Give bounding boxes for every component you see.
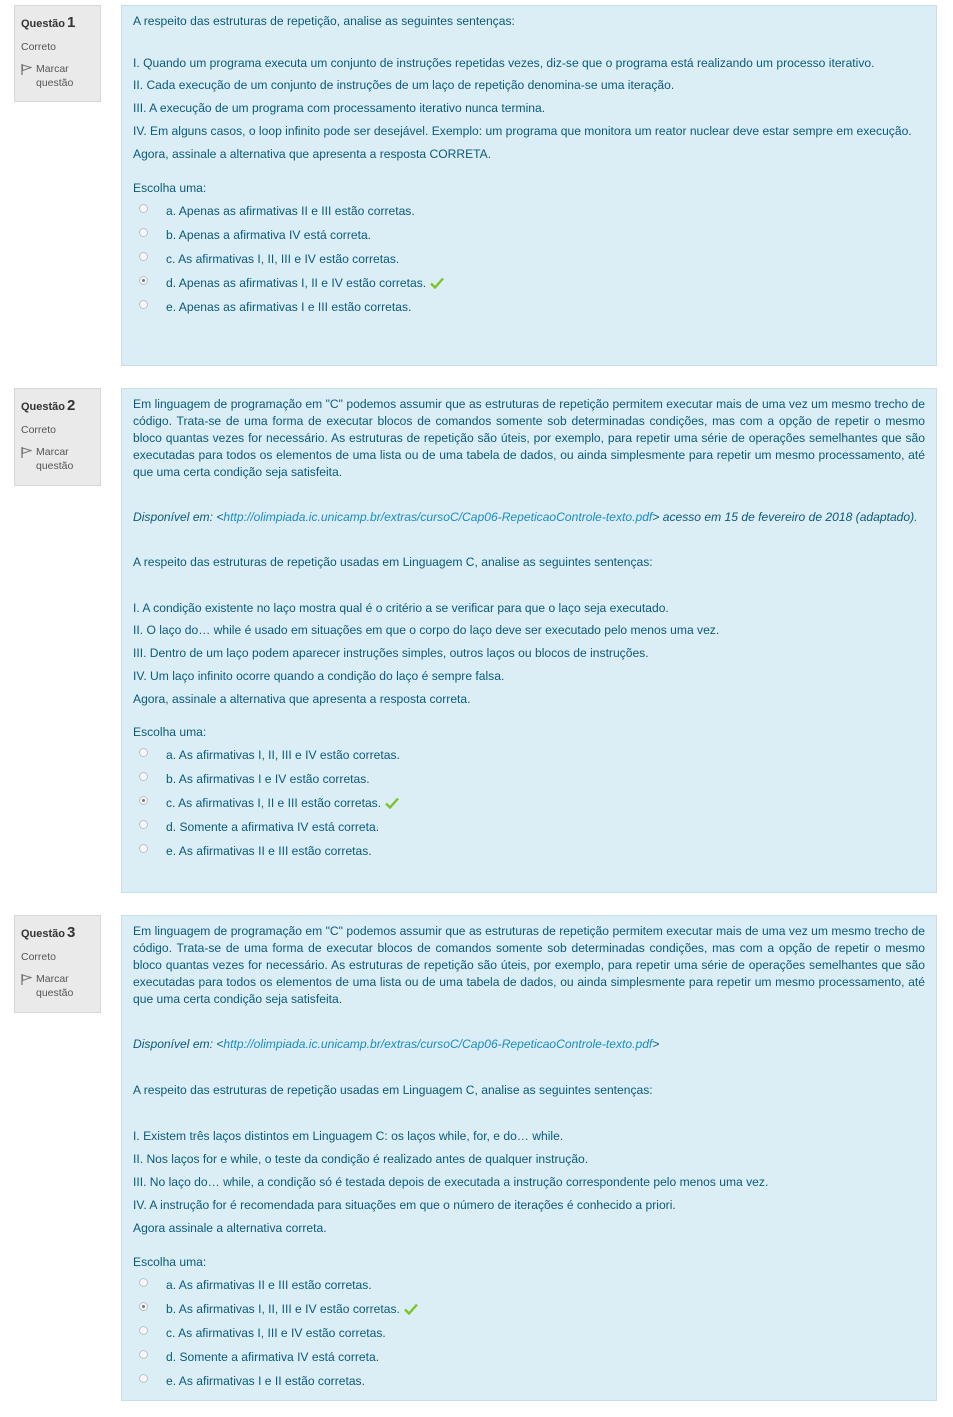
answer-option[interactable]: c. As afirmativas I, II, III e IV estão corretas. bbox=[133, 247, 925, 271]
statement: I. Existem três laços distintos em Linguagem C: os laços while, for, e do… while. bbox=[133, 1129, 564, 1143]
question-content bbox=[121, 388, 937, 893]
radio-button-selected[interactable] bbox=[139, 796, 148, 805]
statement: III. No laço do… while, a condição só é testada depois de executada a instrução correspondente pelo menos uma vez. bbox=[133, 1175, 769, 1189]
choose-label: Escolha uma: bbox=[133, 1255, 207, 1269]
question-intro: A respeito das estruturas de repetição, analise as seguintes sentenças: bbox=[133, 14, 515, 28]
flag-question-button[interactable]: Marcar questão bbox=[21, 445, 94, 473]
radio-button[interactable] bbox=[139, 252, 148, 261]
answer-option[interactable]: d. Somente a afirmativa IV está correta. bbox=[133, 1345, 925, 1369]
flag-icon bbox=[21, 447, 32, 458]
checkmark-icon bbox=[385, 797, 399, 809]
radio-button[interactable] bbox=[139, 1278, 148, 1287]
statement: III. Dentro de um laço podem aparecer instruções simples, outros laços ou blocos de instruções. bbox=[133, 646, 649, 660]
question-context: Em linguagem de programação em "C" podemos assumir que as estruturas de repetição permitem executar mais de uma vez um mesmo trecho de código. Trata-se de uma forma de executar blocos de comandos somente sob determinadas condições, mas com a opção de repetir o mesmo bloco quantas vezes for necessário. As estruturas de repetição são úteis, por exemplo, para repetir uma série de operações semelhantes que são executadas para todos os elementos de uma lista ou de uma tabela de dados, ou ainda simplesmente para repetir um mesmo processamento, até que uma certa condição seja satisfeita. bbox=[133, 924, 925, 1006]
checkmark-icon bbox=[430, 277, 444, 289]
statement: I. Quando um programa executa um conjunto de instruções repetidas vezes, diz-se que o programa está realizando um processo iterativo. bbox=[133, 56, 875, 70]
radio-button[interactable] bbox=[139, 772, 148, 781]
flag-icon bbox=[21, 974, 32, 985]
source-link[interactable]: http://olimpiada.ic.unicamp.br/extras/cursoC/Cap06-RepeticaoControle-texto.pdf bbox=[223, 1037, 653, 1051]
statement: IV. Em alguns casos, o loop infinito pode ser desejável. Exemplo: um programa que monitora um reator nuclear deve estar sempre em execução. bbox=[133, 124, 912, 138]
question-content bbox=[121, 915, 937, 1401]
question-info bbox=[14, 915, 101, 1013]
statement: Agora assinale a alternativa correta. bbox=[133, 1221, 327, 1235]
answer-option-selected[interactable]: c. As afirmativas I, II e III estão corretas. bbox=[133, 791, 925, 815]
checkmark-icon bbox=[404, 1303, 418, 1315]
radio-button-selected[interactable] bbox=[139, 1302, 148, 1311]
radio-button[interactable] bbox=[139, 300, 148, 309]
flag-question-button[interactable]: Marcar questão bbox=[21, 62, 94, 90]
radio-button[interactable] bbox=[139, 228, 148, 237]
statement: IV. Um laço infinito ocorre quando a condição do laço é sempre falsa. bbox=[133, 669, 505, 683]
question-state: Correto bbox=[21, 424, 57, 436]
question-number: Questão 3 bbox=[21, 924, 76, 941]
answer-option[interactable]: a. As afirmativas II e III estão corretas. bbox=[133, 1273, 925, 1297]
answer-option[interactable]: c. As afirmativas I, III e IV estão corretas. bbox=[133, 1321, 925, 1345]
radio-button-selected[interactable] bbox=[139, 276, 148, 285]
answer-option[interactable]: b. Apenas a afirmativa IV está correta. bbox=[133, 223, 925, 247]
statement: II. Cada execução de um conjunto de instruções de um laço de repetição denomina-se uma iteração. bbox=[133, 78, 675, 92]
choose-label: Escolha uma: bbox=[133, 181, 207, 195]
answer-option[interactable]: e. As afirmativas I e II estão corretas. bbox=[133, 1369, 925, 1393]
statement: I. A condição existente no laço mostra qual é o critério a se verificar para que o laço seja executado. bbox=[133, 601, 669, 615]
question-info bbox=[14, 5, 101, 102]
question-intro: A respeito das estruturas de repetição usadas em Linguagem C, analise as seguintes sentenças: bbox=[133, 1083, 653, 1097]
question-number: Questão 1 bbox=[21, 14, 76, 31]
statement: Agora, assinale a alternativa que apresenta a resposta CORRETA. bbox=[133, 147, 492, 161]
question-state: Correto bbox=[21, 951, 57, 963]
flag-icon bbox=[21, 64, 32, 75]
statement: II. O laço do… while é usado em situações em que o corpo do laço deve ser executado pelo menos uma vez. bbox=[133, 623, 720, 637]
radio-button[interactable] bbox=[139, 748, 148, 757]
question-intro: A respeito das estruturas de repetição usadas em Linguagem C, analise as seguintes sentenças: bbox=[133, 555, 653, 569]
radio-button[interactable] bbox=[139, 1350, 148, 1359]
statement: Agora, assinale a alternativa que apresenta a resposta correta. bbox=[133, 692, 471, 706]
answer-option-selected[interactable]: b. As afirmativas I, II, III e IV estão corretas. bbox=[133, 1297, 925, 1321]
answer-option[interactable]: a. Apenas as afirmativas II e III estão corretas. bbox=[133, 199, 925, 223]
answer-option[interactable]: e. As afirmativas II e III estão corretas. bbox=[133, 839, 925, 863]
source-citation: Disponível em: <http://olimpiada.ic.unicamp.br/extras/cursoC/Cap06-RepeticaoControle-texto.pdf> bbox=[133, 1037, 660, 1051]
flag-question-button[interactable]: Marcar questão bbox=[21, 972, 94, 1000]
choose-label: Escolha uma: bbox=[133, 725, 207, 739]
radio-button[interactable] bbox=[139, 844, 148, 853]
answer-option[interactable]: d. Somente a afirmativa IV está correta. bbox=[133, 815, 925, 839]
answer-option-selected[interactable]: d. Apenas as afirmativas I, II e IV estão corretas. bbox=[133, 271, 925, 295]
radio-button[interactable] bbox=[139, 820, 148, 829]
answer-option[interactable]: b. As afirmativas I e IV estão corretas. bbox=[133, 767, 925, 791]
question-context: Em linguagem de programação em "C" podemos assumir que as estruturas de repetição permitem executar mais de uma vez um mesmo trecho de código. Trata-se de uma forma de executar blocos de comandos somente sob determinadas condições, mas com a opção de repetir o mesmo bloco quantas vezes for necessário. As estruturas de repetição são úteis, por exemplo, para repetir uma série de operações semelhantes que são executadas para todos os elementos de uma lista ou de uma tabela de dados, ou ainda simplesmente para repetir um mesmo processamento, até que uma certa condição seja satisfeita. bbox=[133, 397, 925, 479]
statement: III. A execução de um programa com processamento iterativo nunca termina. bbox=[133, 101, 546, 115]
source-link[interactable]: http://olimpiada.ic.unicamp.br/extras/cursoC/Cap06-RepeticaoControle-texto.pdf bbox=[223, 510, 653, 524]
statement: IV. A instrução for é recomendada para situações em que o número de iterações é conhecido a priori. bbox=[133, 1198, 676, 1212]
question-state: Correto bbox=[21, 41, 57, 53]
question-content bbox=[121, 5, 937, 366]
answer-option[interactable]: a. As afirmativas I, II, III e IV estão corretas. bbox=[133, 743, 925, 767]
radio-button[interactable] bbox=[139, 1326, 148, 1335]
radio-button[interactable] bbox=[139, 1374, 148, 1383]
answer-option[interactable]: e. Apenas as afirmativas I e III estão corretas. bbox=[133, 295, 925, 319]
source-citation: Disponível em: <http://olimpiada.ic.unicamp.br/extras/cursoC/Cap06-RepeticaoControle-texto.pdf> acesso em 15 de fevereiro de 2018 (adaptado). bbox=[133, 510, 918, 524]
question-info bbox=[14, 388, 101, 486]
statement: II. Nos laços for e while, o teste da condição é realizado antes de qualquer instrução. bbox=[133, 1152, 589, 1166]
radio-button[interactable] bbox=[139, 204, 148, 213]
question-number: Questão 2 bbox=[21, 397, 76, 414]
